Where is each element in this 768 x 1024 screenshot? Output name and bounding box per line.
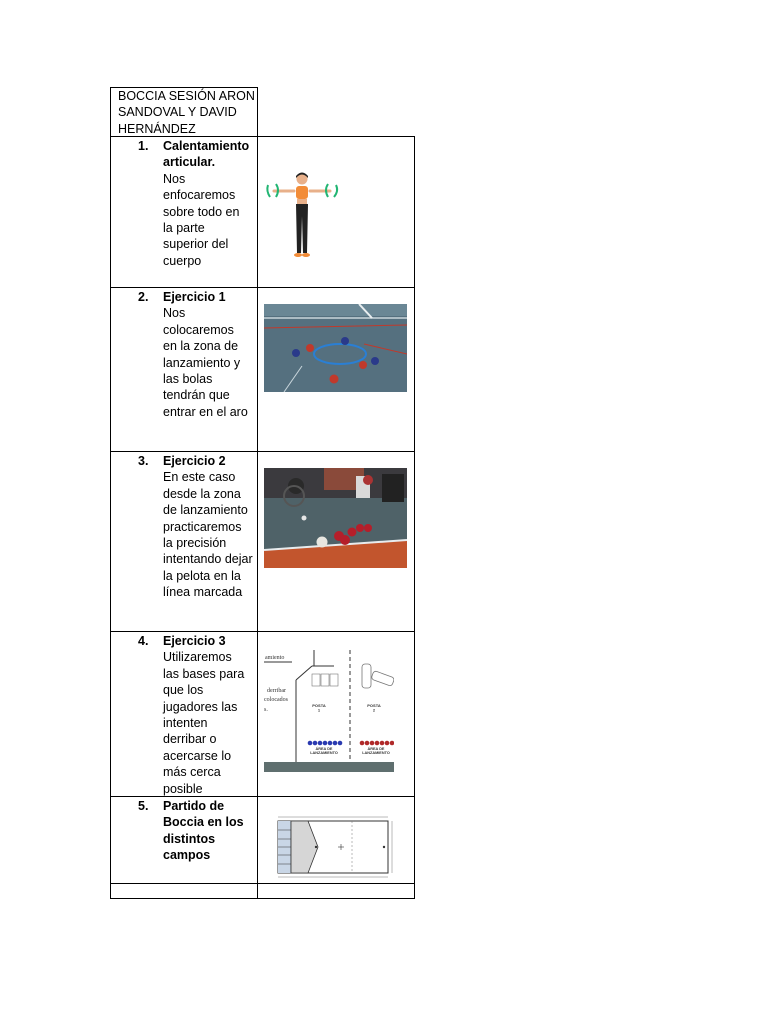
empty-row-image-cell [257, 883, 415, 899]
row-1-number: 1. [138, 139, 149, 153]
empty-row-text-cell [110, 883, 258, 899]
row-3-text-cell [110, 451, 258, 632]
diagram-area2-label: ÁREA DE LANZAMIENTO [362, 747, 390, 756]
row-2-text-cell [110, 287, 258, 452]
row-2-title: Ejercicio 1 [163, 290, 226, 304]
row-4-text-cell [110, 631, 258, 797]
row-1-image-cell [257, 136, 415, 288]
header-cell [110, 87, 258, 137]
diagram-post1-label: POSTA 1 [312, 703, 326, 713]
row-1-title: Calentamiento articular. [163, 139, 250, 170]
row-3-title: Ejercicio 2 [163, 454, 226, 468]
diagram-left-low-text: s. [264, 707, 268, 713]
row-5-content [163, 798, 253, 864]
row-4-number: 4. [138, 634, 149, 648]
row-3-description: En este caso desde la zona de lanzamiento practicaremos la precisión intentando dejar la pelota en la línea marcada [163, 470, 253, 600]
row-5-title: Partido de Boccia en los distintos campos [163, 799, 244, 863]
row-2-description: Nos colocaremos en la zona de lanzamiento y las bolas tendrán que entrar en el aro [163, 306, 248, 419]
row-3-number: 3. [138, 454, 149, 468]
row-5-image-cell [257, 796, 415, 884]
diagram-left-top-text: amiento [265, 655, 285, 661]
row-5-number: 5. [138, 799, 149, 813]
row-4-description: Utilizaremos las bases para que los jugadores las intenten derribar o acercarse lo más cerca posible [163, 650, 245, 796]
diagram-left-mid-text: derribar [267, 688, 286, 694]
boccia-court-plan [272, 811, 398, 881]
row-2-image-cell [257, 287, 415, 452]
balls-in-hoop-photo [264, 304, 407, 392]
row-4-content [163, 633, 253, 797]
court-layout-diagram [264, 650, 394, 774]
row-4-title: Ejercicio 3 [163, 634, 226, 648]
row-1-content [163, 138, 253, 269]
diagram-area1-label: ÁREA DE LANZAMIENTO [310, 747, 338, 756]
row-1-text-cell [110, 136, 258, 288]
diagram-left-mid2-text: colocados [264, 697, 288, 703]
row-1-description: Nos enfocaremos sobre todo en la parte superior del cuerpo [163, 171, 240, 268]
diagram-post2-label: POSTA 2 [367, 703, 381, 713]
row-2-number: 2. [138, 290, 149, 304]
row-5-text-cell [110, 796, 258, 884]
warm-up-figure-image [264, 171, 342, 263]
row-3-image-cell [257, 451, 415, 632]
session-title: BOCCIA SESIÓN ARON SANDOVAL Y DAVID HERNÁNDEZ [118, 89, 255, 136]
row-3-content [163, 453, 253, 601]
row-4-image-cell [257, 631, 415, 797]
precision-throw-photo [264, 468, 407, 568]
row-2-content [163, 289, 253, 420]
